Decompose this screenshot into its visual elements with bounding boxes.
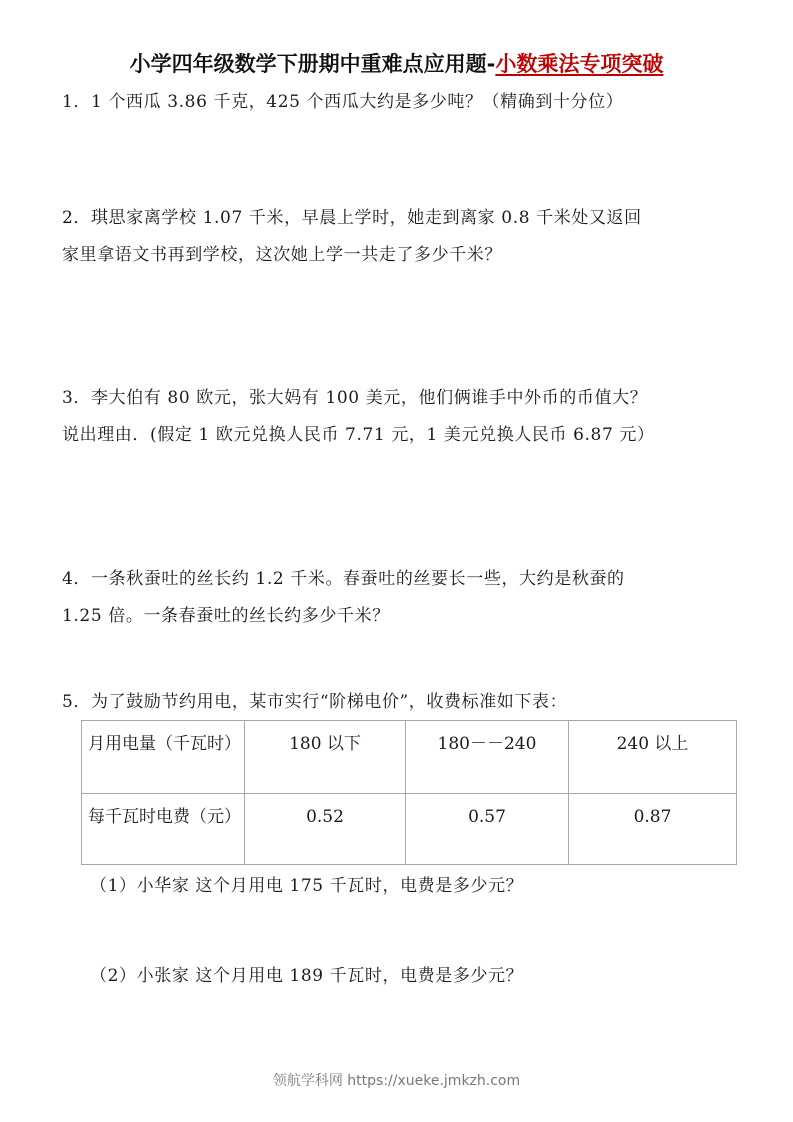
table-cell: 240 以上	[569, 721, 737, 794]
question-4-line-1: 4．一条秋蚕吐的丝长约 1.2 千米。春蚕吐的丝要长一些，大约是秋蚕的	[62, 569, 625, 589]
table-cell: 0.87	[569, 794, 737, 865]
page-title	[0, 48, 793, 80]
title-main: 小学四年级数学下册期中重难点应用题-	[129, 52, 496, 76]
electricity-price-table	[81, 720, 737, 865]
table-row	[82, 794, 737, 865]
table-cell: 0.57	[406, 794, 569, 865]
question-5-intro: 5．为了鼓励节约用电，某市实行“阶梯电价”，收费标准如下表：	[62, 692, 568, 712]
table-header-cell: 每千瓦时电费（元）	[82, 794, 245, 865]
question-4	[62, 561, 752, 635]
table-cell: 180 以下	[245, 721, 406, 794]
table-row	[82, 721, 737, 794]
question-3-line-1: 3．李大伯有 80 欧元，张大妈有 100 美元，他们俩谁手中外币的币值大？	[62, 388, 648, 408]
question-5-part-2: （2）小张家 这个月用电 189 千瓦时，电费是多少元？	[90, 966, 524, 986]
question-1-text: 1．1 个西瓜 3.86 千克，425 个西瓜大约是多少吨？（精确到十分位）	[62, 92, 624, 112]
question-2-line-2: 家里拿语文书再到学校，这次她上学一共走了多少千米？	[62, 245, 502, 265]
table-cell: 180－－240	[406, 721, 569, 794]
title-accent: 小数乘法专项突破	[495, 52, 664, 76]
footer-watermark: 领航学科网 https://xueke.jmkzh.com	[272, 1073, 521, 1089]
question-3-line-2: 说出理由．(假定 1 欧元兑换人民币 7.71 元，1 美元兑换人民币 6.87 元）	[62, 425, 655, 445]
question-1	[62, 84, 752, 121]
question-4-line-2: 1.25 倍。一条春蚕吐的丝长约多少千米？	[62, 606, 390, 626]
table-cell: 0.52	[245, 794, 406, 865]
question-5-part-1: （1）小华家 这个月用电 175 千瓦时，电费是多少元？	[90, 876, 524, 896]
question-5	[62, 684, 752, 721]
question-2-line-1: 2．琪思家离学校 1.07 千米，早晨上学时，她走到离家 0.8 千米处又返回	[62, 208, 642, 228]
table-header-cell: 月用电量（千瓦时）	[82, 721, 245, 794]
question-2	[62, 200, 752, 274]
question-3	[62, 380, 752, 454]
